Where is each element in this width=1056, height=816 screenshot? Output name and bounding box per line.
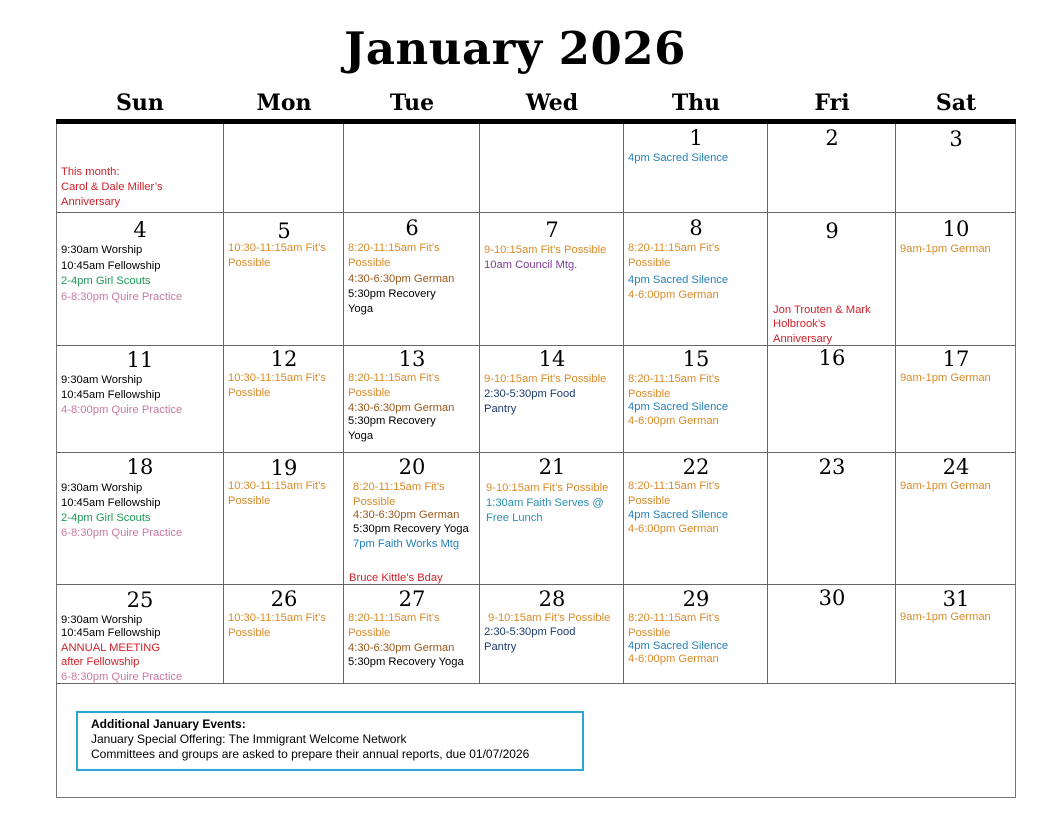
date-number: 4: [133, 218, 147, 242]
date-number: 27: [398, 587, 426, 611]
day-header-mon: Mon: [256, 90, 312, 116]
event-text: 9-10:15am Fit’s Possible: [484, 373, 607, 385]
date-number: 24: [942, 455, 970, 479]
date-number: 25: [126, 588, 154, 612]
calendar-title: January 2026: [344, 22, 686, 75]
date-number: 7: [545, 218, 559, 242]
event-text: 9-10:15am Fit’s Possible: [486, 482, 609, 494]
grid-line: [56, 584, 1016, 585]
event-text: 5:30pm Recovery Yoga: [353, 523, 469, 535]
event-text: ANNUAL MEETING: [61, 642, 161, 654]
date-number: 17: [942, 347, 970, 371]
event-text: 9-10:15am Fit’s Possible: [488, 612, 611, 624]
date-number: 10: [942, 217, 970, 241]
event-text: 8:20-11:15am Fit’s Possible: [628, 480, 720, 507]
date-number: 11: [126, 348, 154, 372]
event-text: 4-6:00pm German: [628, 523, 719, 535]
event-text: 2-4pm Girl Scouts: [61, 512, 151, 524]
event-text: 4pm Sacred Silence: [628, 274, 729, 286]
event-text: 10:45am Fellowship: [61, 497, 161, 509]
event-text: 9am-1pm German: [900, 243, 991, 255]
date-number: 9: [825, 219, 839, 243]
event-text: Bruce Kittle’s Bday: [349, 572, 443, 584]
day-header-sat: Sat: [935, 90, 977, 116]
event-text: 10:45am Fellowship: [61, 389, 161, 401]
date-number: 26: [270, 587, 298, 611]
additional-events-line: Committees and groups are asked to prepare their annual reports, due 01/07/2026: [91, 747, 530, 761]
date-number: 12: [270, 347, 298, 371]
event-text: 2:30-5:30pm Food Pantry: [484, 388, 576, 415]
event-text: 9-10:15am Fit’s Possible: [484, 244, 607, 256]
event-text: Anniversary: [773, 333, 833, 345]
date-number: 5: [277, 219, 291, 243]
date-number: 13: [398, 347, 426, 371]
day-header-sun: Sun: [116, 90, 164, 116]
date-number: 28: [538, 587, 566, 611]
additional-events-heading: Additional January Events:: [91, 717, 246, 731]
additional-events-box: [76, 711, 584, 771]
event-text: 8:20-11:15am Fit’s Possible: [348, 612, 440, 639]
event-text: 10:45am Fellowship: [61, 627, 161, 639]
event-text: 9:30am Worship: [61, 244, 143, 256]
event-text: 4-8:00pm Quire Practice: [61, 404, 183, 416]
event-text: 6-8:30pm Quire Practice: [61, 291, 183, 303]
date-number: 16: [818, 346, 846, 370]
event-text: 8:20-11:15am Fit’s Possible: [628, 612, 720, 639]
date-number: 1: [689, 126, 703, 150]
event-text: 9am-1pm German: [900, 480, 991, 492]
date-number: 22: [682, 455, 710, 479]
day-header-fri: Fri: [814, 90, 850, 116]
date-number: 6: [405, 216, 419, 240]
event-text: 8:20-11:15am Fit’s Possible: [348, 242, 440, 269]
event-text: 7pm Faith Works Mtg: [353, 538, 460, 550]
grid-line: [56, 452, 1016, 453]
event-text: Holbrook’s: [773, 318, 826, 330]
date-number: 18: [126, 455, 154, 479]
event-text: 4:30-6:30pm German: [348, 402, 455, 414]
event-text: 6-8:30pm Quire Practice: [61, 527, 183, 539]
date-number: 8: [689, 216, 703, 240]
event-text: 5:30pm Recovery Yoga: [348, 415, 436, 442]
date-number: 3: [949, 127, 963, 151]
day-header-thu: Thu: [671, 90, 721, 116]
day-header-wed: Wed: [525, 90, 579, 116]
grid-line: [56, 683, 1016, 684]
event-text: 4pm Sacred Silence: [628, 152, 729, 164]
date-number: 30: [818, 586, 846, 610]
event-text: 9am-1pm German: [900, 611, 991, 623]
event-text: 4-6:00pm German: [628, 289, 719, 301]
event-text: 10:45am Fellowship: [61, 260, 161, 272]
date-number: 23: [818, 455, 846, 479]
event-text: 4pm Sacred Silence: [628, 401, 729, 413]
event-text: 10:30-11:15am Fit’s Possible: [228, 480, 326, 507]
date-number: 21: [538, 455, 566, 479]
event-text: 4-6:00pm German: [628, 653, 719, 665]
date-number: 19: [270, 456, 298, 480]
event-text: 9am-1pm German: [900, 372, 991, 384]
event-text: 8:20-11:15am Fit’s Possible: [628, 373, 720, 400]
additional-events-line: January Special Offering: The Immigrant Welcome Network: [91, 732, 407, 746]
date-number: 15: [682, 347, 710, 371]
event-text: Carol & Dale Miller’s: [61, 181, 163, 193]
event-text: 2-4pm Girl Scouts: [61, 275, 151, 287]
event-text: 8:20-11:15am Fit’s Possible: [353, 481, 445, 508]
event-text: 10am Council Mtg.: [484, 259, 578, 271]
event-text: 10:30-11:15am Fit’s Possible: [228, 612, 326, 639]
day-header-tue: Tue: [389, 90, 435, 116]
event-text: 4pm Sacred Silence: [628, 509, 729, 521]
event-text: 9:30am Worship: [61, 482, 143, 494]
date-number: 20: [398, 455, 426, 479]
grid-line: [56, 212, 1016, 213]
date-number: 29: [682, 587, 710, 611]
event-text: 10:30-11:15am Fit’s Possible: [228, 372, 326, 399]
event-text: 9:30am Worship: [61, 614, 143, 626]
grid-line: [56, 345, 1016, 346]
event-text: Anniversary: [61, 196, 121, 208]
event-text: 9:30am Worship: [61, 374, 143, 386]
event-text: 1:30am Faith Serves @ Free Lunch: [486, 497, 604, 524]
event-text: 4:30-6:30pm German: [348, 642, 455, 654]
event-text: 5:30pm Recovery Yoga: [348, 288, 436, 315]
event-text: Jon Trouten & Mark: [773, 304, 871, 316]
event-text: This month:: [61, 166, 120, 178]
event-text: 2:30-5:30pm Food Pantry: [484, 626, 576, 653]
date-number: 31: [942, 587, 970, 611]
event-text: 4:30-6:30pm German: [353, 509, 460, 521]
date-number: 14: [538, 347, 566, 371]
event-text: 4pm Sacred Silence: [628, 640, 729, 652]
event-text: 5:30pm Recovery Yoga: [348, 656, 464, 668]
event-text: 10:30-11:15am Fit’s Possible: [228, 242, 326, 269]
event-text: 4-6:00pm German: [628, 415, 719, 427]
event-text: 8:20-11:15am Fit’s Possible: [628, 242, 720, 269]
event-text: 8:20-11:15am Fit’s Possible: [348, 372, 440, 399]
event-text: 6-8:30pm Quire Practice: [61, 671, 183, 683]
event-text: 4:30-6:30pm German: [348, 273, 455, 285]
event-text: after Fellowship: [61, 656, 140, 668]
date-number: 2: [825, 126, 839, 150]
